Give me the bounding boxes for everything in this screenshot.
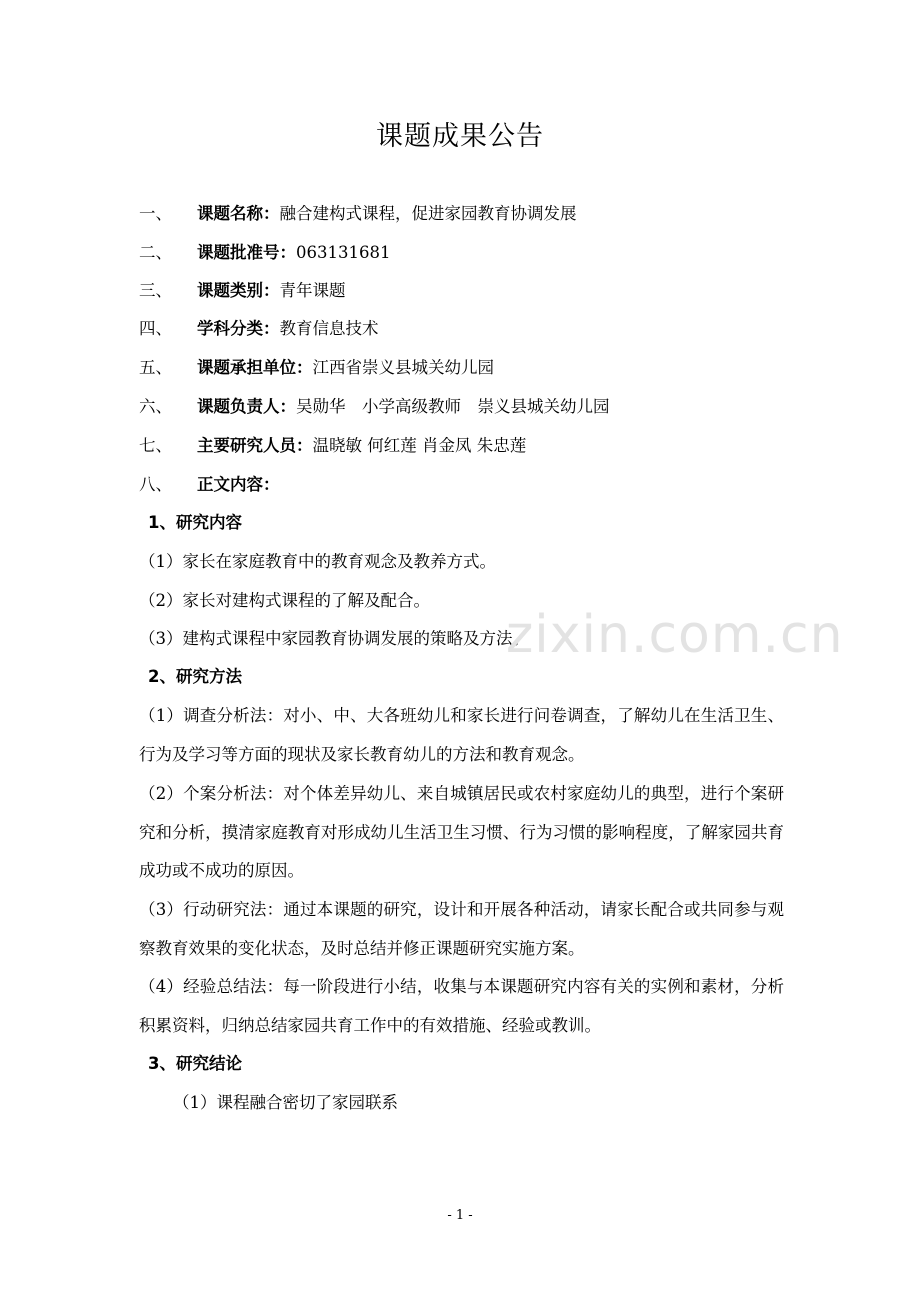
item-value: 青年课题 xyxy=(279,281,346,300)
item-discipline xyxy=(139,318,379,340)
paragraph: （3）建构式课程中家园教育协调发展的策略及方法。 xyxy=(139,629,529,648)
paragraph: （1）课程融合密切了家园联系 xyxy=(173,1093,398,1112)
paragraph: （1）调查分析法：对小、中、大各班幼儿和家长进行问卷调查，了解幼儿在生活卫生、行为及学习等方面的现状及家长教育幼儿的方法和教育观念。 xyxy=(139,706,784,764)
paragraph: （1）家长在家庭教育中的教育观念及教养方式。 xyxy=(139,552,496,571)
item-label: 课题批准号： xyxy=(197,243,296,262)
item-number: 五、 xyxy=(139,358,172,377)
paragraph: （2）个案分析法：对个体差异幼儿、来自城镇居民或农村家庭幼儿的典型，进行个案研究和分析，摸清家庭教育对形成幼儿生活卫生习惯、行为习惯的影响程度，了解家园共育成功或不成功的原因。 xyxy=(139,784,784,880)
section-heading-research-content: 1、研究内容 xyxy=(148,513,242,532)
item-institution xyxy=(139,357,494,379)
item-value: 江西省崇义县城关幼儿园 xyxy=(312,358,494,377)
paragraph: （2）家长对建构式课程的了解及配合。 xyxy=(139,591,430,610)
item-label: 正文内容： xyxy=(197,475,280,494)
item-label: 课题承担单位： xyxy=(197,358,313,377)
section-heading-research-methods: 2、研究方法 xyxy=(148,667,242,686)
item-value: 吴勋华 小学高级教师 崇义县城关幼儿园 xyxy=(296,397,610,416)
item-number: 三、 xyxy=(139,281,172,300)
item-number: 六、 xyxy=(139,397,172,416)
item-number: 八、 xyxy=(139,475,172,494)
watermark: zixin.com.cn xyxy=(506,605,844,665)
item-number: 二、 xyxy=(139,243,172,262)
page-number: - 1 - xyxy=(447,1208,473,1223)
item-number: 一、 xyxy=(139,204,172,223)
item-label: 课题名称： xyxy=(197,204,280,223)
item-body xyxy=(139,474,280,496)
item-topic-name xyxy=(139,203,577,225)
item-label: 课题负责人： xyxy=(197,397,296,416)
item-number: 七、 xyxy=(139,436,172,455)
paragraph: （4）经验总结法：每一阶段进行小结，收集与本课题研究内容有关的实例和素材，分析积累资料，归纳总结家园共育工作中的有效措施、经验或教训。 xyxy=(139,977,784,1035)
item-value: 063131681 xyxy=(296,243,391,262)
item-value: 教育信息技术 xyxy=(279,319,379,338)
section-heading-research-conclusions: 3、研究结论 xyxy=(148,1054,242,1073)
paragraph: （3）行动研究法：通过本课题的研究，设计和开展各种活动，请家长配合或共同参与观察教育效果的变化状态，及时总结并修正课题研究实施方案。 xyxy=(139,900,784,958)
item-leader xyxy=(139,396,610,418)
item-label: 课题类别： xyxy=(197,281,280,300)
page-title: 课题成果公告 xyxy=(376,121,544,152)
item-category xyxy=(139,280,346,302)
item-value: 融合建构式课程，促进家园教育协调发展 xyxy=(279,204,577,223)
item-value: 温晓敏 何红莲 肖金凤 朱忠莲 xyxy=(312,436,527,455)
item-number: 四、 xyxy=(139,319,172,338)
item-label: 学科分类： xyxy=(197,319,280,338)
item-researchers xyxy=(139,435,526,457)
item-approval-number xyxy=(139,242,390,264)
item-label: 主要研究人员： xyxy=(197,436,313,455)
